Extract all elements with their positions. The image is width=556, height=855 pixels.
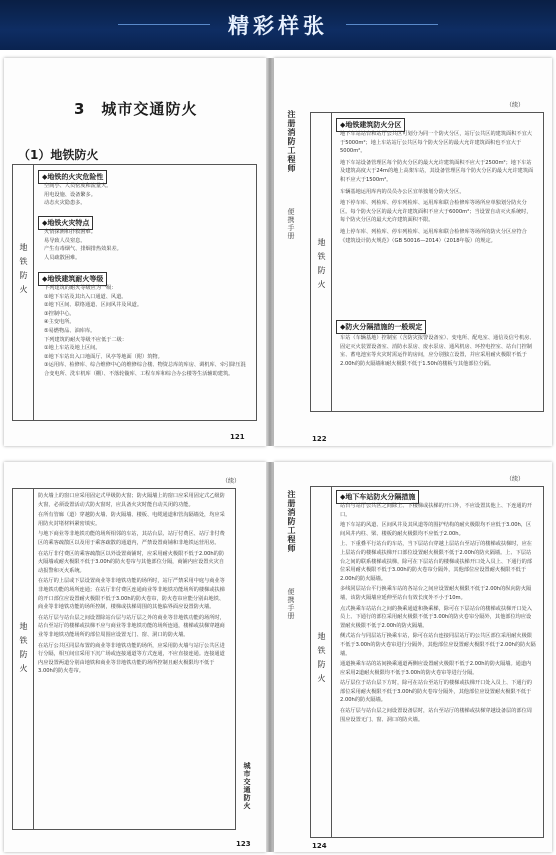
- list-item: 在站厅层与站台层之间设置除站台层与站厅层之外的商业等非地铁功能的场所时，站台至站厅的楼梯或扶梯不应与商业等非地铁功能的场所连通，楼梯或扶梯穿越商业等非地铁功能场所的部位周围应设置无门、窗、洞口的防火墙。: [38, 614, 225, 638]
- list-item: 地下车站站台和站厅公共区可划分为同一个防火分区，站厅公共区的建筑面积不宜大于5000m²；地上车站站厅公共区每个防火分区的最大允许建筑面积也不宜大于5000m²。: [340, 131, 532, 155]
- list-item: 多线同层站台平行换乘车站的各站台之间应设置耐火极限不低于2.00h的纵向防火隔墙，该防火隔墙应延伸至站台有效长度外不小于10m。: [340, 586, 532, 601]
- list-item: 车站（车辆基地）控制室（含防灾报警设备室）、变电所、配电室、通信及信号机房、固定灭火装置设备室、消防水泵房、废水泵房、通风机房、环控电控室、站台门控制室、蓄电池室等火灾时需运作的房间，应分别独立设置，并应采用耐火极限不低于2.00h的防火隔墙和耐火极限不低于1.50h的楼板与其他部位分隔。: [340, 335, 535, 367]
- banner-title: 精彩样张: [228, 14, 328, 38]
- list-item: 用电设施、设备繁多。: [44, 191, 96, 198]
- book-subtitle-vertical: 便携手册: [287, 588, 295, 620]
- book-spine-top: [266, 58, 274, 446]
- sub-heading-1: ◆地铁的火灾危险性: [38, 170, 107, 184]
- side-label: 地铁防火: [317, 238, 326, 294]
- list-item: ①地上车站及地上区间。: [44, 345, 101, 352]
- list-item: 地下车站设备管理区每个防火分区的最大允许建筑面积不应大于2500m²；地下车站及建筑高度大于24m的地上高架车站，其设备管理区每个防火分区的最大允许建筑面积不应大于1500m²。: [340, 159, 534, 183]
- list-item: 地下停车库、列检库、停车列检库、运用库和联合检修库等场所应单独划分防火分区。每个防火分区的最大允许建筑面积不应大于6000m²；当设置自动灭火系统时，每个防火分区的最大允许建筑面积不限。: [340, 200, 532, 224]
- sub-heading-1: ◆地下车站防火分隔措施: [336, 490, 419, 504]
- list-item: ②地下车站出入口地面厅、风亭等地面（附）筑物。: [44, 353, 163, 360]
- book-title-vertical: 注册消防工程师: [287, 490, 296, 553]
- sub-heading-2: ◆地铁火灾特点: [38, 216, 93, 230]
- list-item: 人员疏散困难。: [44, 254, 81, 261]
- page-number: 123: [236, 840, 251, 848]
- list-item: ③控制中心。: [44, 310, 75, 317]
- list-2: [340, 334, 536, 368]
- list-item: ①地下车站及其出入口通道、风道。: [44, 293, 127, 300]
- list-item: 下列建筑的耐火等级不应低于二级：: [44, 336, 128, 343]
- list-item: 下列建筑的耐火等级应为一级：: [44, 285, 117, 291]
- book-spine-bottom: [266, 462, 274, 852]
- list-item: 动态火灾隐患多。: [44, 200, 86, 207]
- list-item: 产生有毒烟气、排烟排热效果差。: [44, 246, 122, 253]
- list-1: [340, 130, 536, 245]
- list-item: 站厅层位于站台层下方时，除可在站台至站厅的楼梯或扶梯开口处入员上、下通行的部位采用耐火极限不低于3.00h的防火卷帘分隔外，其他部位应设置耐火极限不低于2.00h的防火隔墙。: [340, 680, 532, 704]
- page-121: [4, 58, 266, 446]
- list-item: 防火墙上的窗口应采用固定式甲级防火窗；防火隔墙上的窗口应采用固定式乙级防火窗，必须设置活动式防火窗时，应具备火灾时能自动关闭的功能。: [38, 493, 225, 508]
- chapter-title: 3 城市交通防火: [74, 100, 198, 118]
- list-item: ③运用库、检修库、综合维修中心的维修综合楼、物资总库的库房、调机库、牵引降压混合变电所、洗车机库（棚）、不落轮镟库、工程车库和综合办公楼等生活辅助建筑。: [44, 362, 246, 377]
- list-item: 地下车站的风道、区间风井及其风道等的围护结构的耐火极限均不应低于3.00h，区间风井内柱、梁、楼板的耐火极限均不应低于2.00h。: [340, 522, 532, 537]
- list-item: 在站厅层与站台层之间设置设备层时，站台至站厅的楼梯或扶梯穿越设备层的部位周围应设置无门、窗、洞口的防火墙。: [340, 708, 532, 723]
- book-title-vertical: 注册消防工程师: [287, 110, 296, 173]
- list-item: 在站厅公共区同层布置的商业等非地铁功能的场所，应采用防火墙与站厅公共区进行分隔，相互间宜采用下沉广场或连接通道等方式连通，不应直接连通。连接通道内应设置两道分别由地铁和商业等非地铁功能的场所控制且耐火极限均不低于3.00h的防火卷帘。: [38, 642, 225, 675]
- page-122: [274, 58, 552, 446]
- continued-label: （续）: [506, 102, 525, 109]
- sub-heading-3: ◆地铁建筑耐火等级: [38, 272, 107, 286]
- list-item: 空间小、人员密度和流量大。: [44, 183, 112, 189]
- header-banner: [0, 0, 556, 50]
- list-item: 易导致人员窒息。: [44, 237, 86, 244]
- page-123: [4, 462, 266, 852]
- list-1: [340, 502, 536, 724]
- list-item: 通道换乘车站的站间换乘通道两侧应设置耐火极限不低于2.00h的防火隔墙。通道内应采用2道耐火极限均不低于3.00h的防火卷帘等进行分隔。: [340, 661, 532, 676]
- chapter-vertical: 城市交通防火: [243, 762, 251, 810]
- list-item: 在所有管廊（道）穿越防火墙、防火隔墙、楼板、电缆通道和管沟隔墙处，均应采用防火封堵材料紧密填实。: [38, 512, 225, 527]
- continued-label: （续）: [222, 478, 241, 485]
- list-2: [44, 228, 244, 262]
- list-item: 点式换乘车站站台之间的换乘通道和换乘梯，除可在下层站台的楼梯或扶梯开口处入员上、下通行的部位采用耐火极限不低于3.00h的防火卷帘分隔外，其他部位均应设置耐火极限不低于2.00h的防火隔墙。: [340, 605, 532, 629]
- list-item: 地上停车库、列检库、停车列检库、运用库和联合检修库等场所的防火分区应符合《建筑设计防火规范》（GB 50016—2014）（2018年版）的规定。: [340, 228, 527, 244]
- page-124: [274, 462, 552, 852]
- side-label: 地铁防火: [19, 622, 28, 678]
- page-number: 124: [312, 842, 327, 850]
- list-item: ②地下区间、联络通道、区间风井及风道。: [44, 302, 143, 309]
- list-item: ⑤易燃物品、油库库。: [44, 327, 96, 334]
- page-number: 122: [312, 435, 327, 443]
- list-1: [44, 182, 244, 208]
- list-item: 上、下重叠平行站台的车站，当下层站台穿越上层站台至站厅的楼梯或扶梯时，应在上层站台的楼梯或扶梯开口部位设置耐火极限不低于2.00h的防火隔墙。上、下层站台之间的联系楼梯或扶梯，除可在下层站台的楼梯或扶梯开口处入员上、下通行的部位采用耐火极限不低于3.00h的防火卷帘分隔外，其他部位应设置耐火极限不低于2.00h的防火隔墙。: [340, 541, 532, 582]
- sub-heading-1: ◆地铁建筑防火分区: [336, 118, 405, 132]
- sub-heading-2: ◆防火分隔措施的一般规定: [336, 320, 426, 334]
- section-title: （1）地铁防火: [18, 148, 99, 162]
- continued-label: （续）: [506, 476, 525, 483]
- side-label: 地铁防火: [19, 243, 28, 299]
- list-item: 与地下商业等非地铁功能的场所相邻的车站，其站台层、站厅付费区、站厅非付费区的乘客疏散区以及用于乘客疏散的通道内，严禁设置商铺和非地铁运营用房。: [38, 531, 225, 546]
- list-1: [38, 492, 228, 676]
- list-item: 侧式站台与同层站厅换乘车站，除可在站台连接同层站厅的公共区部位采用耐火极限不低于3.00h的防火卷帘进行分隔外，其他部位应设置耐火极限不低于2.00h的防火隔墙。: [340, 633, 536, 657]
- list-item: 火情探测和扑救困难。: [44, 229, 96, 235]
- side-label: 地铁防火: [317, 632, 326, 688]
- list-3: [44, 284, 249, 379]
- book-subtitle-vertical: 便携手册: [287, 208, 295, 240]
- page-number: 121: [230, 433, 245, 441]
- list-item: 车辆基地运用库内的员员办公区宜单独划分防火分区。: [340, 188, 465, 195]
- list-item: ④主变电所。: [44, 319, 75, 326]
- list-item: 站台与站厅公共区之间除上、下楼梯或扶梯的开口外，不应设置其他上、下连通的开口。: [340, 503, 532, 518]
- list-item: 在站厅非付费区的乘客疏散区以外设置商铺时，应采用耐火极限不低于2.00h的防火隔墙或耐火极限不低于3.00h的防火卷帘与其他部位分隔，商铺内应设置火灾自动报警和灭火系统。: [38, 550, 225, 574]
- list-item: 在站厅的上层或下层设置商业等非地铁功能的场所时，站厅严禁采用中庭与商业等非地铁功能的场所连通；在站厅非付费区连通商业等非地铁功能场所的楼梯或扶梯的开口部位应设置耐火极限不低于3.00h的防火卷帘，防火卷帘应能分别由地铁、商业等非地铁功能的场所控制，楼梯或扶梯周围的其他临界面应设置防火墙。: [38, 578, 225, 611]
